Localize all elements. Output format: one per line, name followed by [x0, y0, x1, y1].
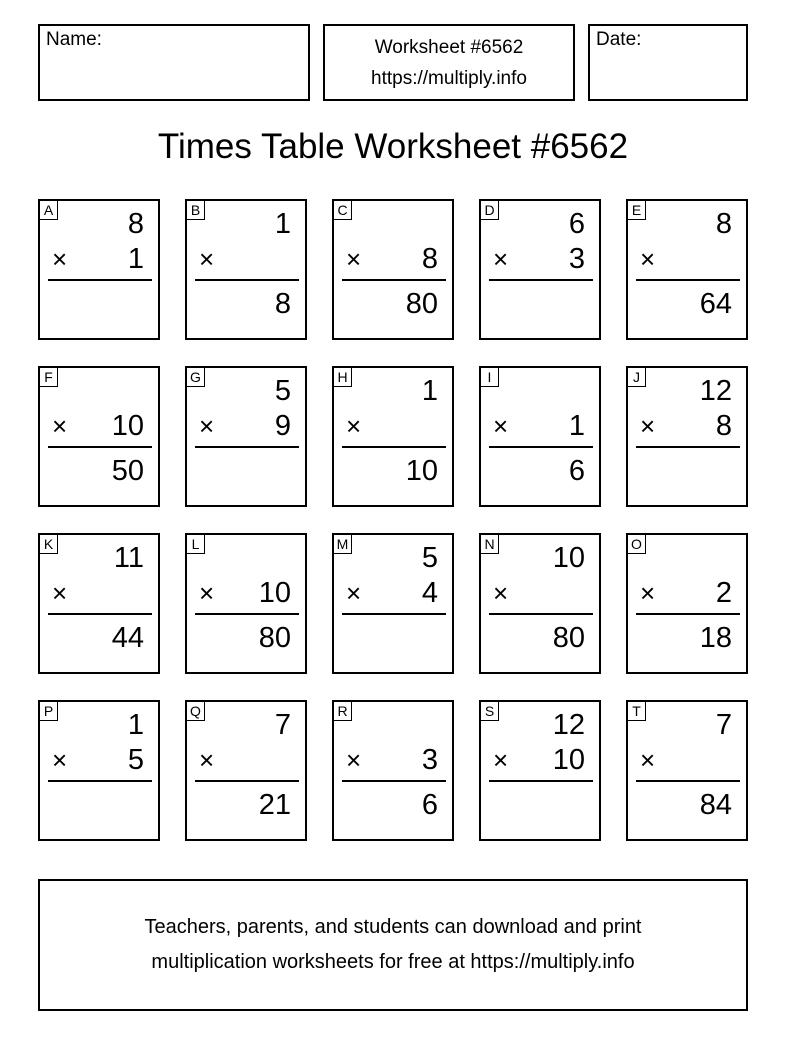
problem-letter: G	[186, 367, 205, 387]
problem-card	[38, 533, 160, 674]
problem-letter: R	[333, 701, 352, 721]
times-sign: ×	[640, 578, 656, 608]
top-factor[interactable]: 10	[552, 542, 585, 574]
product[interactable]: 21	[258, 789, 291, 821]
problem-card	[185, 533, 307, 674]
top-factor[interactable]: 1	[274, 208, 291, 240]
answer-line	[195, 279, 299, 281]
answer-line	[636, 446, 740, 448]
bottom-factor[interactable]: 2	[715, 577, 732, 609]
product[interactable]: 6	[568, 455, 585, 487]
times-sign: ×	[346, 411, 362, 441]
problem-letter: L	[186, 534, 205, 554]
problem-letter: Q	[186, 701, 205, 721]
top-factor[interactable]: 11	[113, 542, 144, 574]
times-sign: ×	[346, 578, 362, 608]
times-sign: ×	[199, 745, 215, 775]
answer-line	[342, 446, 446, 448]
worksheet-number: Worksheet #6562	[374, 37, 524, 58]
problem-card	[332, 533, 454, 674]
answer-line	[636, 780, 740, 782]
bottom-factor[interactable]: 10	[258, 577, 291, 609]
bottom-factor[interactable]: 10	[552, 744, 585, 776]
top-factor[interactable]: 8	[127, 208, 144, 240]
page-title: Times Table Worksheet #6562	[157, 127, 629, 166]
product[interactable]: 80	[405, 288, 438, 320]
top-factor[interactable]: 6	[568, 208, 585, 240]
footer-line-1: Teachers, parents, and students can download and print	[144, 916, 642, 938]
name-field[interactable]	[38, 24, 310, 101]
problem-card	[185, 199, 307, 340]
times-sign: ×	[493, 244, 509, 274]
times-sign: ×	[199, 578, 215, 608]
answer-line	[489, 780, 593, 782]
top-factor[interactable]: 7	[274, 709, 291, 741]
product[interactable]: 84	[699, 789, 732, 821]
answer-line	[195, 613, 299, 615]
problem-card	[38, 199, 160, 340]
top-factor[interactable]: 5	[421, 542, 438, 574]
times-sign: ×	[640, 411, 656, 441]
problem-letter: S	[480, 701, 499, 721]
times-sign: ×	[199, 411, 215, 441]
answer-line	[489, 279, 593, 281]
problem-letter: I	[480, 367, 499, 387]
problem-card	[626, 700, 748, 841]
bottom-factor[interactable]: 1	[127, 243, 144, 275]
times-sign: ×	[52, 411, 68, 441]
times-sign: ×	[52, 745, 68, 775]
top-factor[interactable]: 7	[715, 709, 732, 741]
problem-letter: O	[627, 534, 646, 554]
problem-card	[479, 366, 601, 507]
problem-card	[332, 366, 454, 507]
answer-line	[636, 279, 740, 281]
problem-letter: N	[480, 534, 499, 554]
top-factor[interactable]: 12	[699, 375, 732, 407]
problem-letter: T	[627, 701, 646, 721]
answer-line	[48, 780, 152, 782]
problem-card	[332, 700, 454, 841]
product[interactable]: 18	[699, 622, 732, 654]
problem-letter: P	[39, 701, 58, 721]
problem-letter: A	[39, 200, 58, 220]
date-label: Date:	[596, 29, 642, 50]
bottom-factor[interactable]: 9	[274, 410, 291, 442]
problem-card	[479, 533, 601, 674]
bottom-factor[interactable]: 3	[421, 744, 438, 776]
times-sign: ×	[493, 745, 509, 775]
bottom-factor[interactable]: 10	[111, 410, 144, 442]
top-factor[interactable]: 12	[552, 709, 585, 741]
name-label: Name:	[46, 29, 102, 50]
problem-letter: H	[333, 367, 352, 387]
times-sign: ×	[640, 745, 656, 775]
date-field[interactable]	[588, 24, 748, 101]
bottom-factor[interactable]: 1	[568, 410, 585, 442]
bottom-factor[interactable]: 5	[127, 744, 144, 776]
bottom-factor[interactable]: 4	[421, 577, 438, 609]
problem-card	[626, 533, 748, 674]
times-sign: ×	[52, 244, 68, 274]
answer-line	[489, 446, 593, 448]
times-sign: ×	[346, 745, 362, 775]
times-sign: ×	[199, 244, 215, 274]
answer-line	[195, 446, 299, 448]
product[interactable]: 6	[421, 789, 438, 821]
problem-letter: M	[333, 534, 352, 554]
problem-card	[626, 366, 748, 507]
problem-card	[479, 199, 601, 340]
product[interactable]: 64	[699, 288, 732, 320]
times-sign: ×	[493, 578, 509, 608]
times-sign: ×	[52, 578, 68, 608]
answer-line	[48, 446, 152, 448]
problem-card	[479, 700, 601, 841]
top-factor[interactable]: 1	[127, 709, 144, 741]
answer-line	[48, 613, 152, 615]
problem-letter: J	[627, 367, 646, 387]
product[interactable]: 80	[552, 622, 585, 654]
problem-card	[626, 199, 748, 340]
problem-card	[38, 366, 160, 507]
problem-letter: B	[186, 200, 205, 220]
product[interactable]: 44	[111, 622, 144, 654]
problem-letter: C	[333, 200, 352, 220]
answer-line	[342, 780, 446, 782]
worksheet-url: https://multiply.info	[371, 68, 527, 89]
answer-line	[636, 613, 740, 615]
times-sign: ×	[346, 244, 362, 274]
problem-card	[185, 700, 307, 841]
bottom-factor[interactable]: 3	[568, 243, 585, 275]
product[interactable]: 80	[258, 622, 291, 654]
times-sign: ×	[640, 244, 656, 274]
answer-line	[489, 613, 593, 615]
bottom-factor[interactable]: 8	[715, 410, 732, 442]
top-factor[interactable]: 5	[274, 375, 291, 407]
top-factor[interactable]: 8	[715, 208, 732, 240]
answer-line	[342, 279, 446, 281]
problem-card	[185, 366, 307, 507]
answer-line	[48, 279, 152, 281]
times-sign: ×	[493, 411, 509, 441]
answer-line	[342, 613, 446, 615]
product[interactable]: 10	[405, 455, 438, 487]
problem-letter: K	[39, 534, 58, 554]
problem-letter: D	[480, 200, 499, 220]
product[interactable]: 8	[274, 288, 291, 320]
problem-letter: E	[627, 200, 646, 220]
product[interactable]: 50	[111, 455, 144, 487]
worksheet-info-box	[323, 24, 575, 101]
answer-line	[195, 780, 299, 782]
problem-card	[38, 700, 160, 841]
footer-line-2: multiplication worksheets for free at https://multiply.info	[151, 951, 635, 973]
bottom-factor[interactable]: 8	[421, 243, 438, 275]
problem-card	[332, 199, 454, 340]
footer-box	[38, 879, 748, 1011]
problem-letter: F	[39, 367, 58, 387]
top-factor[interactable]: 1	[421, 375, 438, 407]
